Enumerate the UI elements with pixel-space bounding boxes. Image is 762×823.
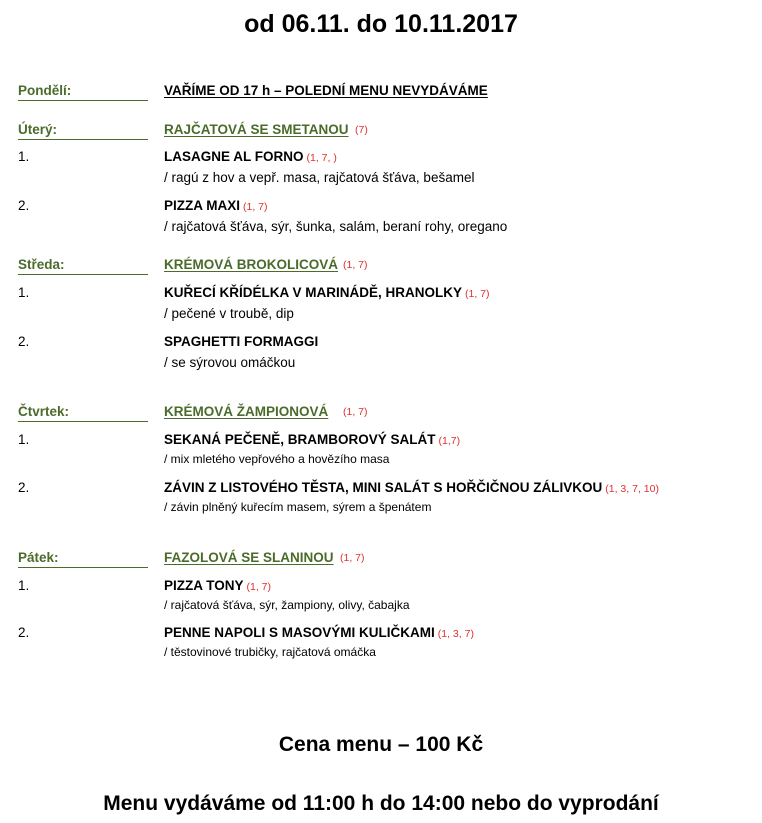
day-underline (18, 567, 148, 568)
day-name: Pondělí: (18, 83, 72, 98)
dish-name: PIZZA TONY (1, 7) (164, 578, 272, 593)
dish-description: / pečené v troubě, dip (164, 306, 294, 321)
item-number: 2. (18, 198, 30, 213)
item-number: 2. (18, 625, 30, 640)
soup-name: KRÉMOVÁ BROKOLICOVÁ (164, 257, 339, 272)
dish-description: / těstovinové trubičky, rajčatová omáčka (164, 645, 376, 659)
day-underline (18, 139, 148, 140)
dish-name: SEKANÁ PEČENĚ, BRAMBOROVÝ SALÁT (1,7) (164, 432, 461, 447)
day-header-monday (0, 83, 762, 105)
dish-allergens: (1, 7) (243, 201, 268, 213)
soup-name: KRÉMOVÁ ŽAMPIONOVÁ (164, 404, 329, 419)
item-number: 1. (18, 285, 30, 300)
dish-description: / mix mletého vepřového a hovězího masa (164, 452, 390, 466)
soup-allergens: (7) (355, 124, 368, 136)
menu-item (0, 578, 762, 622)
menu-item (0, 149, 762, 193)
day-name: Středa: (18, 257, 65, 272)
day-header-wednesday (0, 257, 762, 279)
dish-allergens: (1, 7) (246, 581, 272, 593)
menu-item (0, 198, 762, 242)
dish-description: / rajčatová šťáva, sýr, šunka, salám, beraní rohy, oregano (164, 219, 508, 234)
menu-item (0, 285, 762, 329)
day-header-thursday (0, 404, 762, 426)
item-number: 2. (18, 334, 30, 349)
menu-item (0, 432, 762, 476)
dish-description: / ragú z hov a vepř. masa, rajčatová šťáva, bešamel (164, 170, 475, 185)
day-underline (18, 100, 148, 101)
day-name: Čtvrtek: (18, 404, 70, 419)
soup-allergens: (1, 7) (343, 259, 368, 271)
menu-price: Cena menu – 100 Kč (278, 733, 484, 756)
item-number: 1. (18, 432, 30, 447)
day-underline (18, 274, 148, 275)
soup-name: VAŘÍME OD 17 h – POLEDNÍ MENU NEVYDÁVÁME (164, 83, 488, 98)
dish-description: / se sýrovou omáčkou (164, 355, 296, 370)
dish-name: KUŘECÍ KŘÍDÉLKA V MARINÁDĚ, HRANOLKY (1, 7) (164, 285, 490, 300)
day-header-friday (0, 550, 762, 572)
dish-allergens: (1, 3, 7) (437, 628, 474, 640)
day-header-tuesday (0, 122, 762, 144)
dish-allergens: (1, 7, ) (306, 152, 337, 164)
menu-item (0, 625, 762, 669)
dish-allergens: (1, 7) (465, 288, 490, 300)
dish-name: LASAGNE AL FORNO (1, 7, ) (164, 149, 337, 164)
dish-description: / rajčatová šťáva, sýr, žampiony, olivy, čabajka (164, 598, 410, 612)
dish-allergens: (1,7) (438, 435, 461, 447)
dish-description: / závin plněný kuřecím masem, sýrem a špenátem (164, 500, 432, 514)
dish-name: PIZZA MAXI (1, 7) (164, 198, 268, 213)
item-number: 2. (18, 480, 30, 495)
soup-allergens: (1, 7) (343, 406, 368, 418)
dish-allergens: (1, 3, 7, 10) (605, 483, 659, 495)
serving-hours: Menu vydáváme od 11:00 h do 14:00 nebo do vyprodání (103, 792, 659, 815)
day-name: Úterý: (18, 122, 58, 137)
day-name: Pátek: (18, 550, 59, 565)
dish-name: SPAGHETTI FORMAGGI (164, 334, 319, 349)
menu-item (0, 480, 762, 524)
menu-item (0, 334, 762, 378)
item-number: 1. (18, 149, 30, 164)
soup-name: RAJČATOVÁ SE SMETANOU (164, 122, 349, 137)
soup-allergens: (1, 7) (340, 552, 365, 564)
dish-name: PENNE NAPOLI S MASOVÝMI KULIČKAMI (1, 3, 7) (164, 625, 474, 640)
dish-name: ZÁVIN Z LISTOVÉHO TĚSTA, MINI SALÁT S HOŘČIČNOU ZÁLIVKOU (1, 3, 7, 10) (164, 480, 659, 495)
item-number: 1. (18, 578, 30, 593)
soup-name: FAZOLOVÁ SE SLANINOU (164, 550, 334, 565)
day-underline (18, 421, 148, 422)
page-title: od 06.11. do 10.11.2017 (244, 10, 518, 38)
